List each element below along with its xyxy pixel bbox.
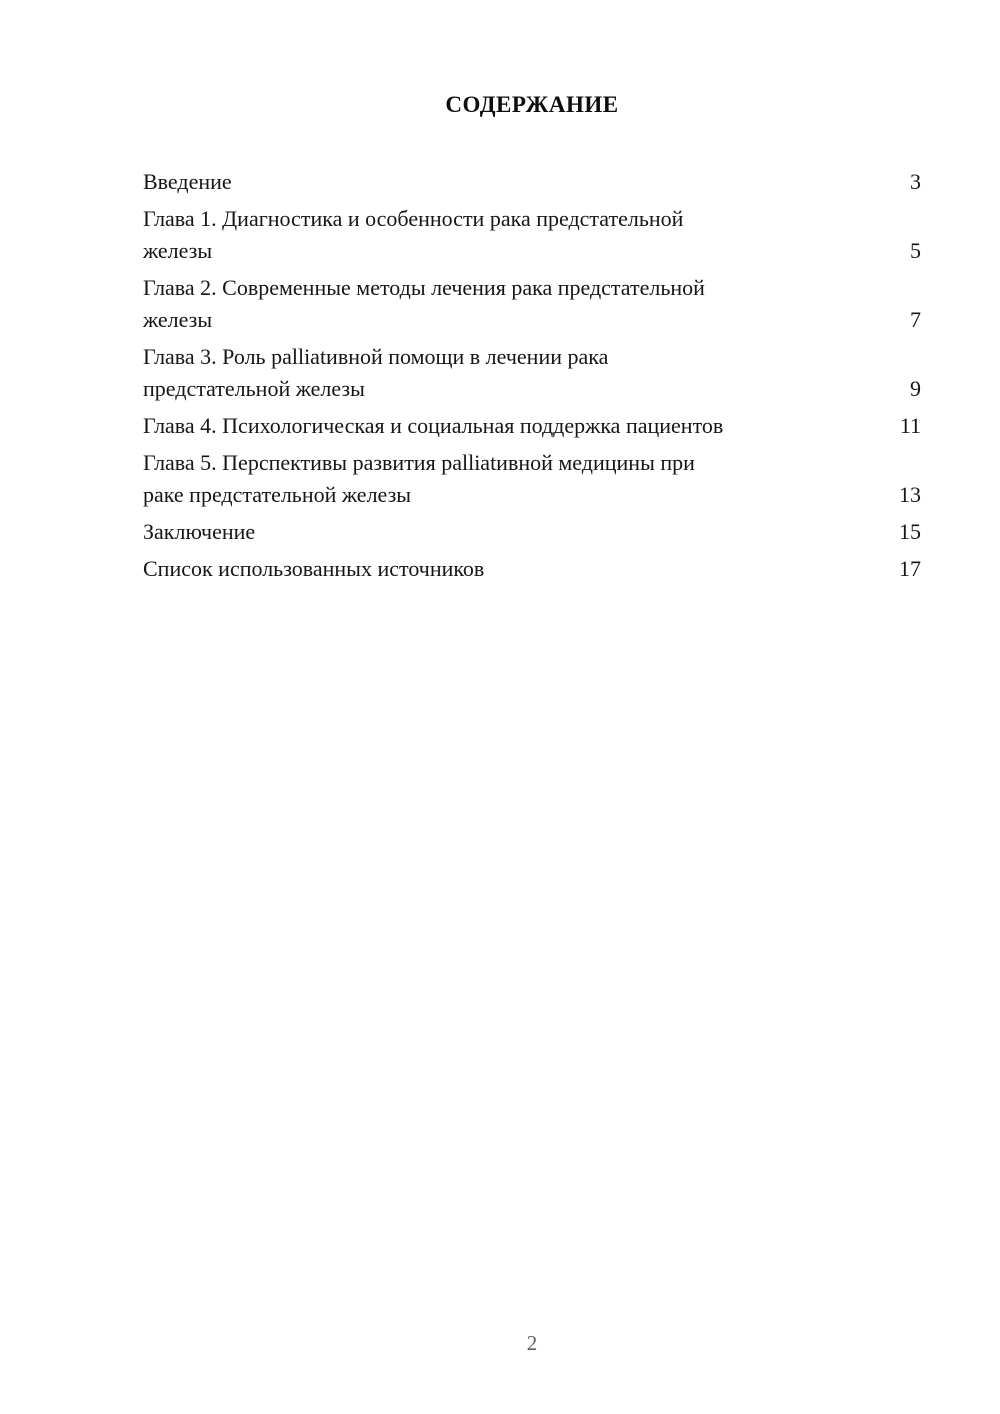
toc-entry-line: раке предстательной железы xyxy=(143,482,412,507)
footer-page-number: 2 xyxy=(526,1331,538,1355)
toc-entry xyxy=(143,516,921,548)
toc-entry-page-number: 3 xyxy=(910,169,921,194)
toc-entry-page-number: 17 xyxy=(899,556,921,581)
toc-entry xyxy=(143,166,921,198)
toc-entry-line: Заключение xyxy=(143,519,256,544)
toc-entry-label xyxy=(143,272,705,336)
toc-entry-page-number: 15 xyxy=(899,519,921,544)
toc-entry-page-number: 7 xyxy=(910,307,921,332)
toc-entry-label xyxy=(143,341,608,405)
toc-entry-label xyxy=(143,553,484,585)
toc-entry-line: Список использованных источников xyxy=(143,556,485,581)
toc-entry-line: Глава 2. Современные методы лечения рака предстательной xyxy=(143,275,705,300)
toc-entry xyxy=(143,553,921,585)
table-of-contents xyxy=(143,166,921,585)
toc-entry-label xyxy=(143,166,232,198)
toc-entry-line: Глава 3. Роль palliatивной помощи в лечении рака xyxy=(143,344,609,369)
toc-entry-page-number: 11 xyxy=(899,413,921,438)
toc-entry-line: Глава 4. Психологическая и социальная поддержка пациентов xyxy=(143,413,724,438)
toc-entry-page-number: 5 xyxy=(910,238,921,263)
toc-entry-label xyxy=(143,516,255,548)
toc-entry-line: железы xyxy=(143,238,213,263)
toc-entry-line: Глава 5. Перспективы развития palliatивной медицины при xyxy=(143,450,695,475)
toc-entry-line: Глава 1. Диагностика и особенности рака предстательной xyxy=(143,206,684,231)
toc-entry-page-number: 9 xyxy=(910,376,921,401)
toc-entry-line: Введение xyxy=(143,169,232,194)
toc-entry xyxy=(143,203,921,267)
toc-entry-line: железы xyxy=(143,307,213,332)
toc-entry xyxy=(143,272,921,336)
toc-entry-label xyxy=(143,410,723,442)
toc-entry xyxy=(143,341,921,405)
toc-entry xyxy=(143,410,921,442)
toc-entry-page-number: 13 xyxy=(899,482,921,507)
toc-entry-label xyxy=(143,203,683,267)
page-title: СОДЕРЖАНИЕ xyxy=(445,92,619,117)
toc-entry-label xyxy=(143,447,695,511)
toc-entry xyxy=(143,447,921,511)
toc-section xyxy=(143,92,921,590)
toc-entry-line: предстательной железы xyxy=(143,376,365,401)
